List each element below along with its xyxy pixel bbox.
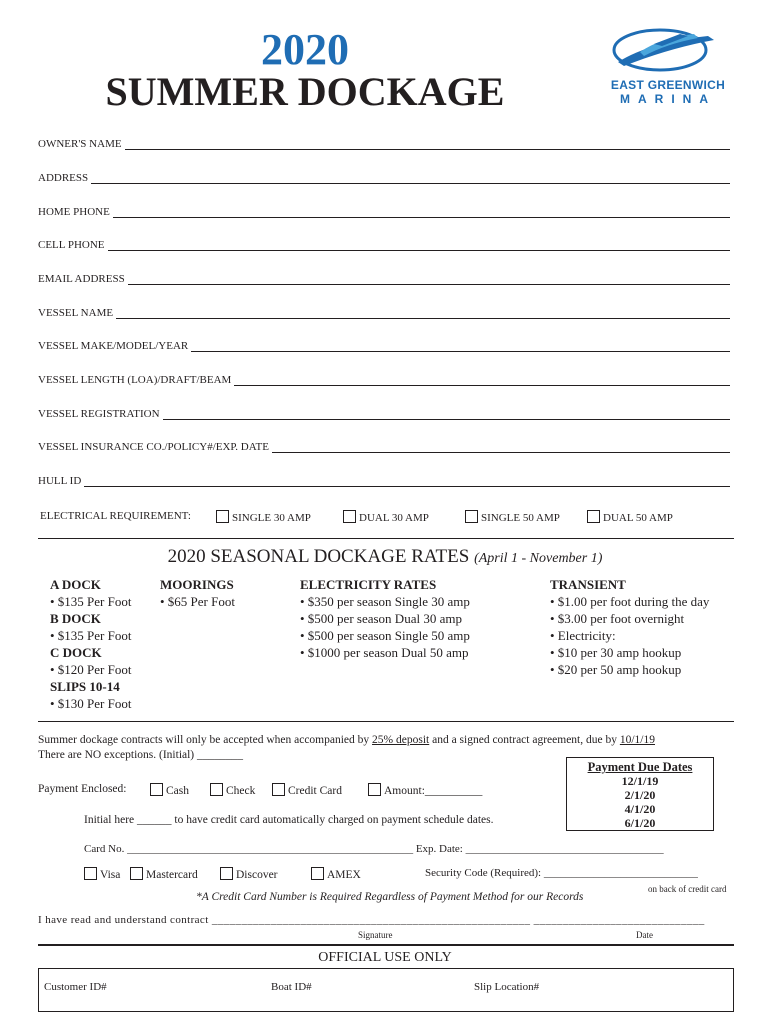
dock-price: • $130 Per Foot — [50, 696, 132, 711]
fill-line[interactable] — [113, 207, 730, 218]
checkbox[interactable] — [84, 867, 97, 880]
card-discover[interactable] — [220, 867, 278, 881]
option-label: DUAL 30 AMP — [359, 512, 429, 524]
card-mastercard[interactable] — [130, 867, 198, 881]
fill-line[interactable] — [128, 274, 730, 285]
option-label: Mastercard — [146, 869, 198, 881]
moorings-price: • $65 Per Foot — [160, 594, 235, 609]
payment-due-date: 4/1/20 — [624, 802, 656, 816]
field-label: EMAIL ADDRESS — [38, 273, 125, 285]
terms-text: and a signed contract agreement, due by — [429, 734, 620, 746]
field-label: HOME PHONE — [38, 206, 110, 218]
dock-price: • $120 Per Foot — [50, 662, 132, 677]
option-label: Cash — [166, 785, 189, 797]
payment-due-heading: Payment Due Dates — [587, 760, 693, 774]
checkbox[interactable] — [220, 867, 233, 880]
hull-id-field[interactable] — [38, 475, 730, 487]
payment-check[interactable] — [210, 783, 255, 797]
vessel-registration-field[interactable] — [38, 408, 730, 420]
vessel-insurance-field[interactable] — [38, 441, 730, 453]
payment-due-date: 12/1/19 — [621, 774, 659, 788]
marina-logo-icon — [610, 22, 720, 78]
vessel-name-field[interactable] — [38, 307, 730, 319]
owner-name-field[interactable] — [38, 138, 730, 150]
dock-price: • $135 Per Foot — [50, 594, 132, 609]
moorings-heading: MOORINGS — [160, 577, 234, 592]
docks-column — [50, 576, 131, 712]
checkbox[interactable] — [311, 867, 324, 880]
divider — [38, 721, 734, 722]
transient-heading: TRANSIENT — [550, 577, 626, 592]
transient-item: • $3.00 per foot overnight — [550, 611, 685, 626]
due-date-text: 10/1/19 — [619, 734, 655, 746]
fill-line[interactable] — [191, 341, 730, 352]
date-label: Date — [636, 930, 653, 940]
dock-name: SLIPS 10-14 — [50, 679, 120, 694]
boat-id-field[interactable]: Boat ID# — [271, 981, 312, 993]
field-label: VESSEL MAKE/MODEL/YEAR — [38, 340, 189, 352]
electrical-label: ELECTRICAL REQUIREMENT: — [40, 510, 191, 522]
payment-credit-card[interactable] — [272, 783, 342, 797]
checkbox[interactable] — [210, 783, 223, 796]
checkbox[interactable] — [368, 783, 381, 796]
checkbox[interactable] — [343, 510, 356, 523]
divider — [38, 538, 734, 539]
checkbox[interactable] — [465, 510, 478, 523]
security-code-line[interactable]: Security Code (Required): ____________________________ — [425, 867, 698, 879]
electricity-item: • $1000 per season Dual 50 amp — [300, 645, 469, 660]
initial-line[interactable]: Initial here ______ to have credit card automatically charged on payment schedule dates. — [84, 814, 494, 826]
option-label: SINGLE 30 AMP — [232, 512, 311, 524]
option-dual-50[interactable] — [587, 510, 673, 524]
slip-location-field[interactable]: Slip Location# — [474, 981, 540, 993]
fill-line[interactable] — [116, 308, 730, 319]
transient-column — [550, 576, 709, 678]
option-label: Credit Card — [288, 785, 342, 797]
option-label: Discover — [236, 869, 278, 881]
payment-due-date: 2/1/20 — [624, 788, 656, 802]
security-note: on back of credit card — [648, 884, 727, 894]
agreement-line[interactable]: I have read and understand contract ______________________________________________________ _____________________________ — [38, 914, 705, 926]
option-single-50[interactable] — [465, 510, 560, 524]
field-label: ADDRESS — [38, 172, 89, 184]
card-number-line[interactable]: Card No. ____________________________________________________ Exp. Date: ____________________________________ — [84, 843, 664, 855]
option-single-30[interactable] — [216, 510, 311, 524]
dock-name: A DOCK — [50, 577, 101, 592]
fill-line[interactable] — [163, 409, 730, 420]
field-label: OWNER'S NAME — [38, 138, 122, 150]
fill-line[interactable] — [91, 173, 730, 184]
terms-paragraph — [38, 733, 655, 763]
payment-enclosed-label: Payment Enclosed: — [38, 783, 127, 795]
home-phone-field[interactable] — [38, 206, 730, 218]
electricity-column — [300, 576, 470, 661]
electricity-item: • $350 per season Single 30 amp — [300, 594, 470, 609]
rates-title: 2020 SEASONAL DOCKAGE RATES — [167, 546, 470, 567]
field-label: CELL PHONE — [38, 239, 105, 251]
deposit-text: 25% deposit — [372, 734, 430, 746]
amount-label: Amount:__________ — [384, 785, 483, 797]
field-label: VESSEL REGISTRATION — [38, 408, 160, 420]
payment-cash[interactable] — [150, 783, 189, 797]
checkbox[interactable] — [150, 783, 163, 796]
dock-name: C DOCK — [50, 645, 102, 660]
checkbox[interactable] — [130, 867, 143, 880]
signature-label: Signature — [358, 930, 393, 940]
checkbox[interactable] — [216, 510, 229, 523]
card-amex[interactable] — [311, 867, 361, 881]
electricity-item: • $500 per season Dual 30 amp — [300, 611, 462, 626]
address-field[interactable] — [38, 172, 730, 184]
required-note: *A Credit Card Number is Required Regardless of Payment Method for our Records — [196, 891, 584, 903]
dock-name: B DOCK — [50, 611, 101, 626]
moorings-column — [160, 576, 235, 610]
vessel-length-field[interactable] — [38, 374, 730, 386]
official-use-box — [38, 968, 734, 1012]
year-heading: 2020 — [261, 25, 349, 74]
customer-id-field[interactable]: Customer ID# — [44, 981, 107, 993]
option-label: DUAL 50 AMP — [603, 512, 673, 524]
field-label: VESSEL NAME — [38, 307, 114, 319]
cell-phone-field[interactable] — [38, 239, 730, 251]
logo-name: EAST GREENWICH — [610, 78, 726, 92]
transient-item: • $1.00 per foot during the day — [550, 594, 710, 609]
electricity-item: • $500 per season Single 50 amp — [300, 628, 470, 643]
official-use-title: OFFICIAL USE ONLY — [318, 950, 452, 965]
card-visa[interactable] — [84, 867, 120, 881]
fill-line[interactable] — [272, 442, 730, 453]
option-label: Check — [226, 785, 256, 797]
transient-item: • $10 per 30 amp hookup — [550, 645, 682, 660]
page-title: SUMMER DOCKAGE — [105, 69, 505, 114]
transient-item: • $20 per 50 amp hookup — [550, 662, 682, 677]
fill-line[interactable] — [234, 375, 730, 386]
email-field[interactable] — [38, 273, 730, 285]
field-label: VESSEL LENGTH (LOA)/DRAFT/BEAM — [38, 374, 232, 386]
rates-dates: (April 1 - November 1) — [474, 551, 603, 566]
fill-line[interactable] — [108, 240, 730, 251]
option-label: AMEX — [327, 869, 361, 881]
logo-subtitle: MARINA — [620, 92, 716, 106]
option-label: SINGLE 50 AMP — [481, 512, 560, 524]
terms-line-1 — [38, 733, 655, 748]
option-dual-30[interactable] — [343, 510, 429, 524]
electricity-heading: ELECTRICITY RATES — [300, 577, 437, 592]
field-label: HULL ID — [38, 475, 82, 487]
rates-heading — [0, 546, 770, 568]
checkbox[interactable] — [272, 783, 285, 796]
fill-line[interactable] — [125, 139, 730, 150]
fill-line[interactable] — [84, 476, 730, 487]
transient-item: • Electricity: — [550, 628, 616, 643]
payment-amount[interactable] — [368, 783, 482, 797]
payment-due-box — [566, 757, 714, 831]
terms-text: Summer dockage contracts will only be accepted when accompanied by — [38, 734, 373, 746]
checkbox[interactable] — [587, 510, 600, 523]
vessel-make-field[interactable] — [38, 340, 730, 352]
terms-line-2[interactable]: There are NO exceptions. (Initial) ________ — [38, 749, 244, 761]
payment-due-date: 6/1/20 — [624, 816, 656, 830]
dock-price: • $135 Per Foot — [50, 628, 132, 643]
divider — [38, 944, 734, 946]
option-label: Visa — [100, 869, 121, 881]
field-label: VESSEL INSURANCE CO./POLICY#/EXP. DATE — [38, 441, 269, 453]
